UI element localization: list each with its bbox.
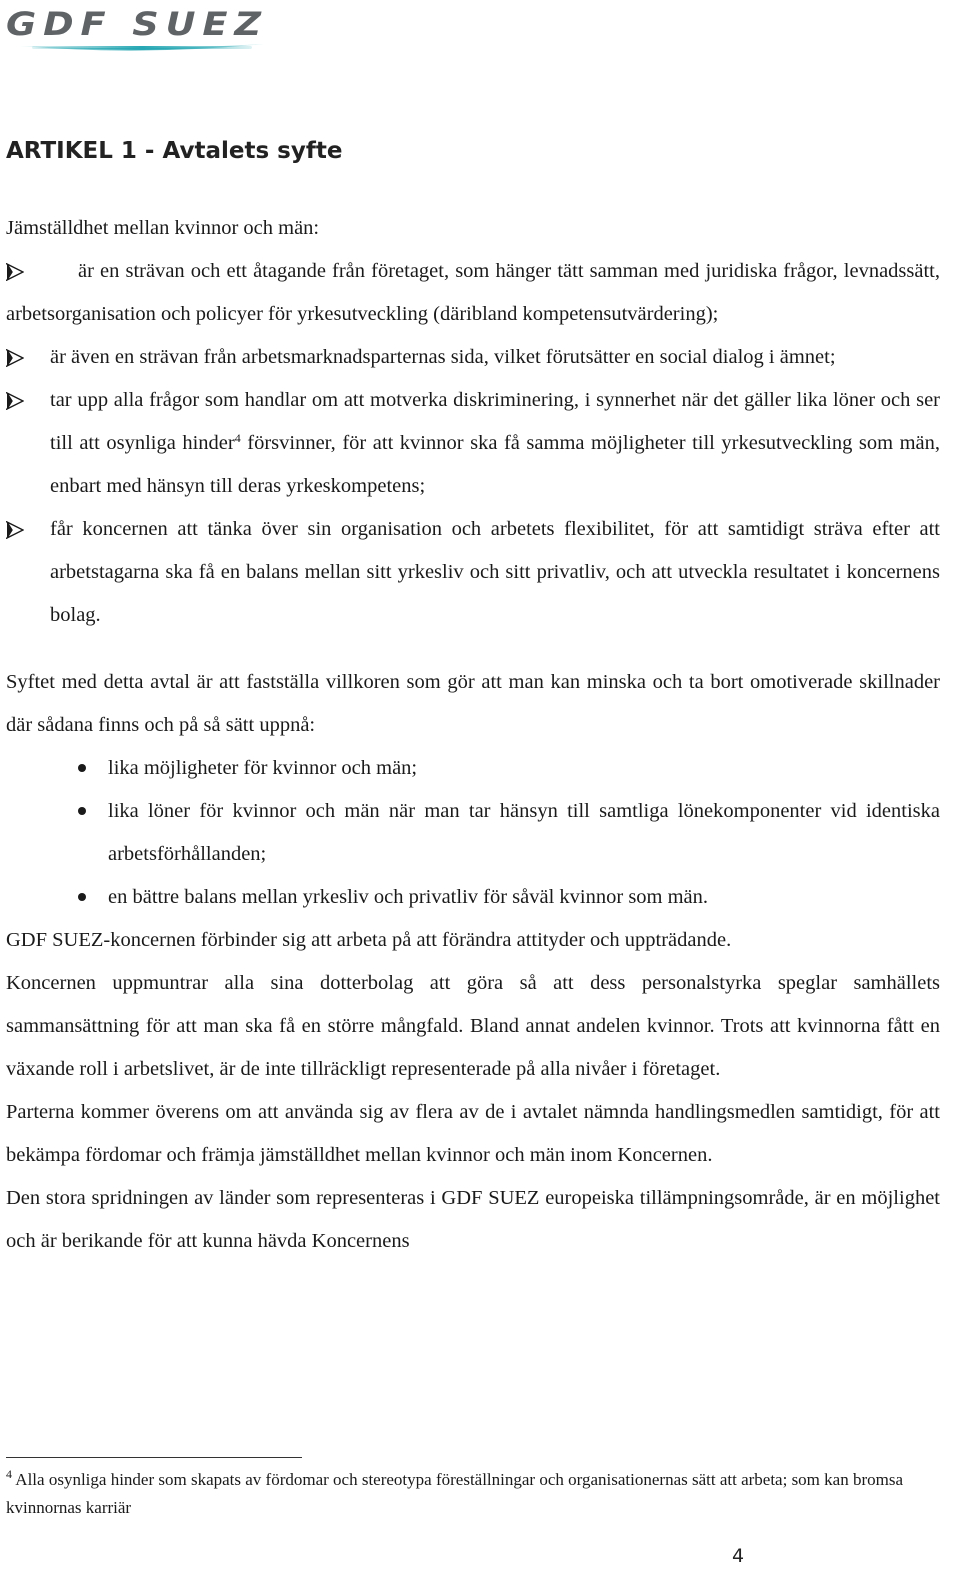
- footnote-reference[interactable]: 4: [234, 431, 241, 445]
- svg-text:GDF SUEZ: GDF SUEZ: [6, 5, 268, 43]
- body-paragraph: GDF SUEZ-koncernen förbinder sig att arbeta på att förändra attityder och uppträdande.: [6, 929, 732, 951]
- arrow-list: [6, 250, 940, 637]
- arrow-item-text: tar upp alla frågor som handlar om att motverka diskriminering, i synnerhet när det gäller lika löner och ser till att osynliga hinder: [50, 389, 940, 454]
- arrow-item-text: får koncernen att tänka över sin organisation och arbetets flexibilitet, för att samtidigt sträva efter att arbetstagarna ska få en balans mellan sitt yrkesliv och sitt privatliv, och att utveckla resultatet i koncernens bolag.: [50, 518, 940, 626]
- bullet-item-text: en bättre balans mellan yrkesliv och privatliv för såväl kvinnor som män.: [108, 886, 709, 908]
- bullet-list: [6, 747, 940, 919]
- footnote-text: Alla osynliga hinder som skapats av fördomar och stereotypa föreställningar och organisationernas sätt att arbeta; som kan bromsa kvinnornas karriär: [6, 1470, 903, 1517]
- arrow-list-item: [6, 379, 940, 508]
- arrow-item-text: är även en strävan från arbetsmarknadsparternas sida, vilket förutsätter en social dialog i ämnet;: [50, 346, 836, 368]
- bullet-dot-icon: [78, 807, 86, 815]
- bullet-item-text: lika möjligheter för kvinnor och män;: [108, 757, 418, 779]
- footnote-number: 4: [6, 1467, 12, 1481]
- arrow-list-item: [6, 336, 940, 379]
- purpose-paragraph: Syftet med detta avtal är att fastställa villkoren som gör att man kan minska och ta bort omotiverade skillnader där sådana finns och på så sätt uppnå:: [6, 671, 940, 736]
- body-paragraph: Den stora spridningen av länder som representeras i GDF SUEZ europeiska tillämpningsområde, är en möjlighet och är berikande för att kunna hävda Koncernens: [6, 1187, 940, 1252]
- footnote-divider: [6, 1457, 302, 1458]
- body-paragraph: Koncernen uppmuntrar alla sina dotterbolag att göra så att dess personalstyrka speglar samhällets sammansättning för att man ska få en större mångfald. Bland annat andelen kvinnor. Trots att kvinnorna fått en växande roll i arbetslivet, är de inte tillräckligt representerade på alla nivåer i företaget.: [6, 972, 940, 1080]
- bullet-list-item: [6, 876, 940, 919]
- arrow-bullet-icon: [6, 508, 26, 551]
- page-number: 4: [732, 1545, 745, 1567]
- article-heading: ARTIKEL 1 - Avtalets syfte: [6, 138, 343, 164]
- article-body: [6, 207, 940, 1263]
- bullet-dot-icon: [78, 893, 86, 901]
- intro-text: Jämställdhet mellan kvinnor och män:: [6, 217, 320, 239]
- arrow-bullet-icon: [6, 379, 26, 422]
- body-paragraph: Parterna kommer överens om att använda sig av flera av de i avtalet nämnda handlingsmedlen samtidigt, för att bekämpa fördomar och främja jämställdhet mellan kvinnor och män inom Koncernen.: [6, 1101, 940, 1166]
- arrow-item-text-continued: försvinner, för att kvinnor ska få samma möjligheter till yrkesutveckling som män, enbart med hänsyn till deras yrkeskompetens;: [50, 432, 940, 497]
- bullet-dot-icon: [78, 764, 86, 772]
- bullet-list-item: [6, 790, 940, 876]
- footnote: [6, 1466, 926, 1522]
- arrow-item-text: är en strävan och ett åtagande från företaget, som hänger tätt samman med juridiska frågor, levnadssätt, arbetsorganisation och policyer för yrkesutveckling (däribland kompetensutvärdering);: [6, 260, 940, 325]
- arrow-bullet-icon: [6, 336, 26, 379]
- gdf-suez-logo: [2, 4, 274, 56]
- bullet-item-text: lika löner för kvinnor och män när man tar hänsyn till samtliga lönekomponenter vid identiska arbetsförhållanden;: [108, 800, 940, 865]
- arrow-bullet-icon: [6, 250, 26, 293]
- arrow-list-item: [6, 250, 940, 336]
- arrow-list-item: [6, 508, 940, 637]
- bullet-list-item: [6, 747, 940, 790]
